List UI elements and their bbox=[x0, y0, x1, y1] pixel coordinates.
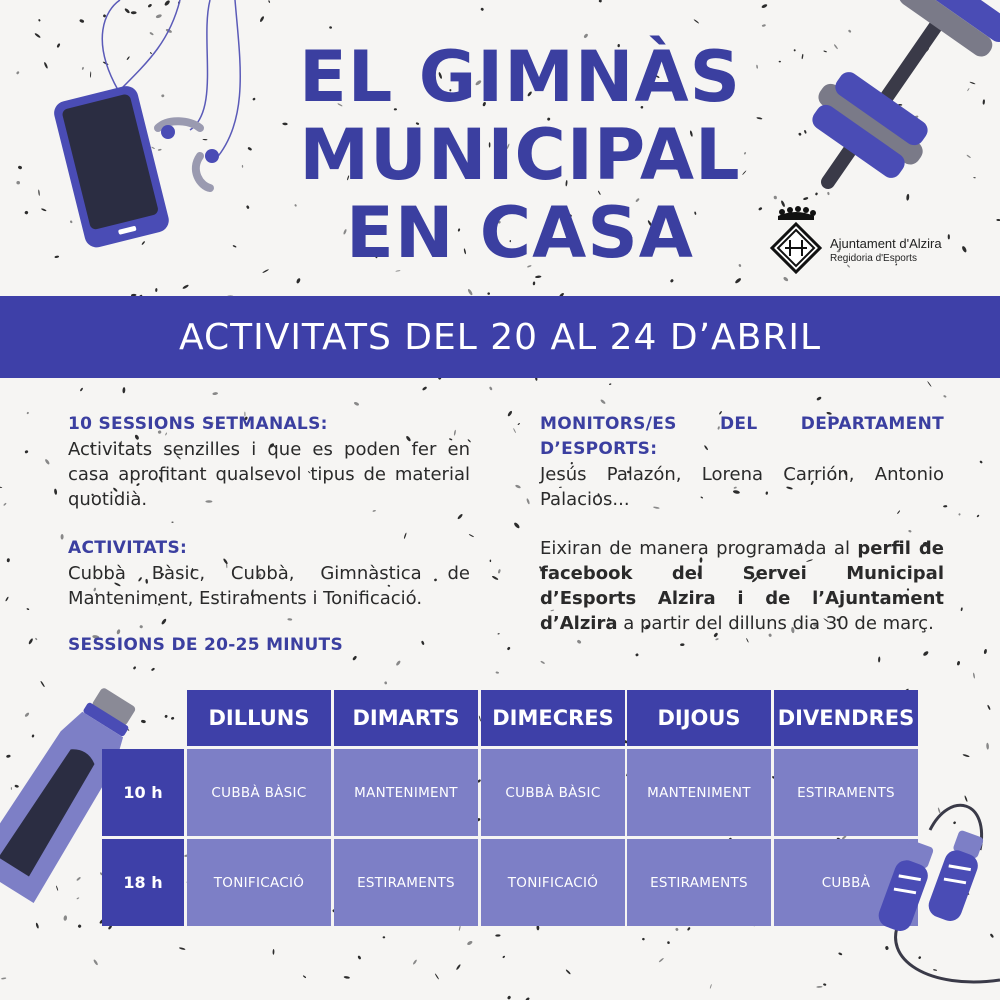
sessions-text: Activitats senzilles i que es poden fer en casa aprofitant qualsevol tipus de material quotidià. bbox=[68, 439, 470, 510]
schedule-info bbox=[540, 536, 944, 636]
schedule-intro: Eixiran de manera programada al bbox=[540, 538, 850, 559]
info-right-column bbox=[540, 412, 944, 636]
logo-name: Ajuntament d'Alzira bbox=[830, 236, 942, 251]
title-line-2: MUNICIPAL bbox=[299, 114, 741, 196]
city-logo bbox=[768, 206, 968, 276]
time-slot: 18 h bbox=[102, 839, 184, 926]
activities-text: Cubbà Bàsic, Cubbà, Gimnàstica de Manteniment, Estiraments i Tonificació. bbox=[68, 563, 470, 609]
day-header: DIVENDRES bbox=[774, 690, 918, 746]
date-banner bbox=[0, 296, 1000, 378]
facebook-profile-text: perfil de facebook del Servei Municipal d’Esports Alzira i de l’Ajuntament d’Alzira bbox=[540, 538, 944, 634]
day-header: DIMECRES bbox=[481, 690, 625, 746]
time-slot: 10 h bbox=[102, 749, 184, 836]
activities-heading: ACTIVITATS: bbox=[68, 538, 188, 558]
schedule-cell: ESTIRAMENTS bbox=[627, 839, 771, 926]
schedule-cell: TONIFICACIÓ bbox=[481, 839, 625, 926]
day-header: DILLUNS bbox=[187, 690, 331, 746]
title-line-1: EL GIMNÀS bbox=[298, 36, 742, 118]
day-header: DIMARTS bbox=[334, 690, 478, 746]
schedule-cell: MANTENIMENT bbox=[627, 749, 771, 836]
schedule-cell: TONIFICACIÓ bbox=[187, 839, 331, 926]
schedule-cell: ESTIRAMENTS bbox=[334, 839, 478, 926]
schedule-cell: CUBBÀ BÀSIC bbox=[481, 749, 625, 836]
schedule-cell: ESTIRAMENTS bbox=[774, 749, 918, 836]
schedule-cell: CUBBÀ bbox=[774, 839, 918, 926]
banner-text: ACTIVITATS DEL 20 AL 24 D’ABRIL bbox=[178, 316, 822, 358]
dumbbell-icon bbox=[800, 0, 1000, 200]
smartphone-with-earphones-icon bbox=[50, 0, 280, 260]
page-title bbox=[260, 38, 780, 272]
sessions-heading: 10 SESSIONS SETMANALS: bbox=[68, 414, 328, 434]
schedule-cell: MANTENIMENT bbox=[334, 749, 478, 836]
title-line-3: EN CASA bbox=[346, 192, 694, 274]
day-header: DIJOUS bbox=[627, 690, 771, 746]
city-crest-icon bbox=[768, 206, 824, 274]
jump-rope-icon bbox=[870, 790, 1000, 1000]
duration-heading: SESSIONS DE 20-25 MINUTS bbox=[68, 635, 343, 655]
info-left-column bbox=[68, 412, 470, 658]
monitors-heading: MONITORS/ES DEL DEPARTAMENT D’ESPORTS: bbox=[540, 414, 944, 459]
logo-department: Regidoria d'Esports bbox=[830, 253, 917, 264]
monitors-text: Jesús Palazón, Lorena Carrión, Antonio Palacios... bbox=[540, 464, 944, 510]
schedule-outro: a partir del dilluns dia 30 de març. bbox=[623, 613, 934, 634]
schedule-cell: CUBBÀ BÀSIC bbox=[187, 749, 331, 836]
